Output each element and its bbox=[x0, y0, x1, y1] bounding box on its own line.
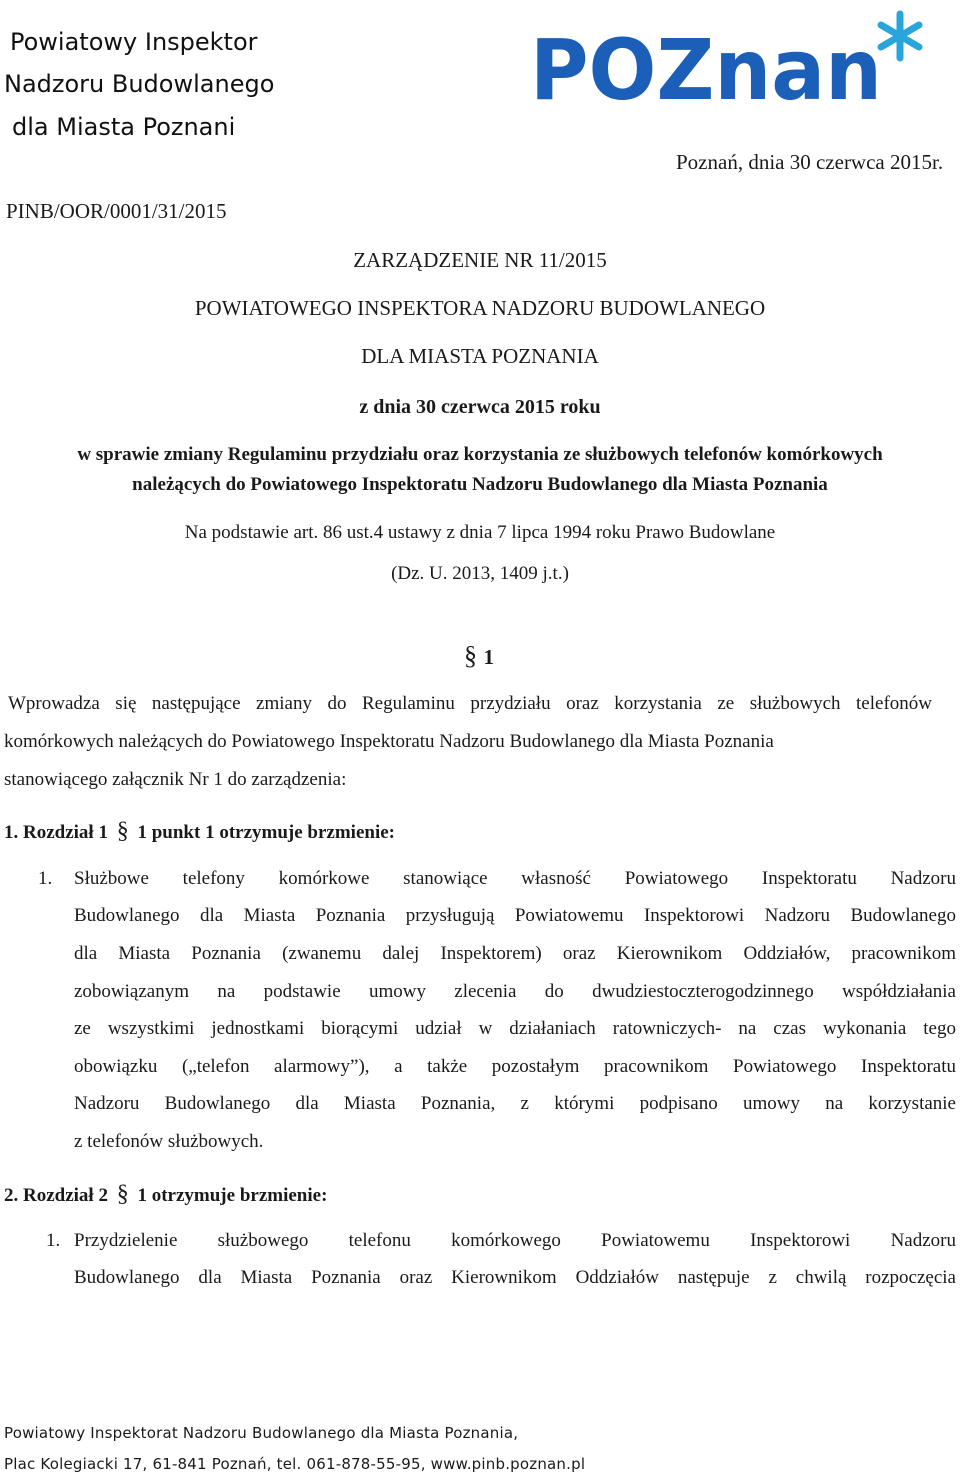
ordinance-subject-line-2: należących do Powiatowego Inspektoratu Nadzoru Budowlanego dla Miasta Poznania bbox=[132, 474, 828, 495]
change-1-heading-chapter: 1. Rozdział 1 bbox=[4, 822, 108, 843]
change-2-heading-rest: 1 otrzymuje brzmienie: bbox=[137, 1185, 328, 1206]
change-2-item-number: 1. bbox=[46, 1230, 61, 1251]
logo-asterisk-icon bbox=[881, 14, 919, 58]
place-date: Poznań, dnia 30 czerwca 2015r. bbox=[676, 150, 944, 174]
ordinance-title: ZARZĄDZENIE NR 11/2015 bbox=[353, 248, 607, 272]
change-1-line-4: zobowiązanym na podstawie umowy zlecenia do dwudziestoczterogodzinnego współdziałania bbox=[74, 981, 956, 1002]
change-1-heading-rest: 1 punkt 1 otrzymuje brzmienie: bbox=[137, 822, 395, 843]
change-1-line-7: Nadzoru Budowlanego dla Miasta Poznania, z którymi podpisano umowy na korzystanie bbox=[74, 1093, 956, 1114]
change-1-line-2: Budowlanego dla Miasta Poznania przysługują Powiatowemu Inspektorowi Nadzoru Budowlanego bbox=[74, 905, 956, 926]
change-1-line-8: z telefonów służbowych. bbox=[74, 1131, 264, 1152]
ordinance-date: z dnia 30 czerwca 2015 roku bbox=[359, 396, 601, 418]
intro-line-2: komórkowych należących do Powiatowego Inspektoratu Nadzoru Budowlanego dla Miasta Poznania bbox=[4, 731, 774, 752]
ordinance-subject-line-1: w sprawie zmiany Regulaminu przydziału oraz korzystania ze służbowych telefonów komórkowych bbox=[77, 444, 883, 465]
change-1-item-number: 1. bbox=[38, 868, 53, 889]
change-1-line-1: Służbowe telefony komórkowe stanowiące własność Powiatowego Inspektoratu Nadzoru bbox=[74, 868, 956, 889]
section-number: 1 bbox=[483, 645, 494, 669]
change-1-line-6: obowiązku („telefon alarmowy”), a także pozostałym pracownikom Powiatowego Inspektoratu bbox=[74, 1056, 956, 1077]
logo-wordmark: POZnan bbox=[530, 21, 882, 108]
change-2-line-1: Przydzielenie służbowego telefonu komórkowego Powiatowemu Inspektorowi Nadzoru bbox=[74, 1230, 956, 1251]
section-symbol: § bbox=[464, 641, 477, 670]
legal-basis-line-1: Na podstawie art. 86 ust.4 ustawy z dnia 7 lipca 1994 roku Prawo Budowlane bbox=[184, 522, 776, 543]
change-1-section-symbol: § bbox=[116, 818, 129, 844]
change-1-line-3: dla Miasta Poznania (zwanemu dalej Inspektorem) oraz Kierownikom Oddziałów, pracownikom bbox=[74, 943, 956, 964]
org-name-line-1: Powiatowy Inspektor bbox=[10, 28, 258, 56]
footer-org-name: Powiatowy Inspektorat Nadzoru Budowlanego dla Miasta Poznania, bbox=[4, 1424, 519, 1442]
change-1-line-5: ze wszystkimi jednostkami biorącymi udział w działaniach ratowniczych- na czas wykonania tego bbox=[74, 1018, 956, 1039]
reference-number: PINB/OOR/0001/31/2015 bbox=[6, 199, 227, 223]
org-name-line-2: Nadzoru Budowlanego bbox=[4, 70, 275, 98]
ordinance-issuer-city: DLA MIASTA POZNANIA bbox=[361, 344, 599, 368]
legal-basis-line-2: (Dz. U. 2013, 1409 j.t.) bbox=[391, 563, 569, 584]
poznan-logo bbox=[530, 8, 930, 108]
ordinance-issuer: POWIATOWEGO INSPEKTORA NADZORU BUDOWLANEGO bbox=[194, 296, 766, 320]
change-2-line-2: Budowlanego dla Miasta Poznania oraz Kierownikom Oddziałów następuje z chwilą rozpoczęcia bbox=[74, 1267, 956, 1288]
footer-address: Plac Kolegiacki 17, 61-841 Poznań, tel. 061-878-55-95, www.pinb.poznan.pl bbox=[4, 1455, 586, 1473]
change-2-heading bbox=[4, 1181, 327, 1208]
intro-line-1: Wprowadza się następujące zmiany do Regulaminu przydziału oraz korzystania ze służbowych telefonów bbox=[8, 693, 932, 714]
intro-line-3: stanowiącego załącznik Nr 1 do zarządzenia: bbox=[4, 769, 347, 790]
change-1-heading bbox=[4, 818, 395, 845]
change-2-heading-chapter: 2. Rozdział 2 bbox=[4, 1185, 108, 1206]
change-2-section-symbol: § bbox=[116, 1181, 129, 1207]
org-name-line-3: dla Miasta Poznani bbox=[12, 113, 236, 141]
section-heading bbox=[464, 641, 494, 671]
